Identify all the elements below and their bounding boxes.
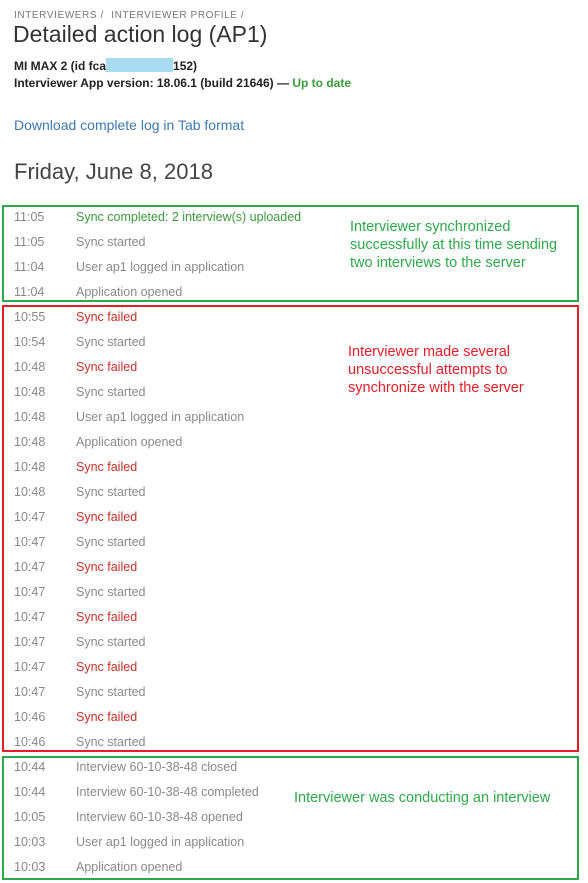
device-info [14,58,351,92]
log-time: 10:48 [14,360,46,374]
date-heading: Friday, June 8, 2018 [14,159,213,184]
log-message: Interview 60-10-38-48 closed [76,760,238,774]
log-message: Sync failed [76,510,138,524]
log-time: 10:47 [14,660,46,674]
app-version: Interviewer App version: 18.06.1 (build 21646) — Up to date [14,76,352,90]
log-message: Sync started [76,635,146,649]
log-time: 10:47 [14,560,46,574]
log-message: Sync started [76,535,146,549]
log-time: 11:04 [14,285,45,299]
annotation-interview: Interviewer was conducting an interview [294,790,551,806]
log-time: 10:55 [14,310,46,324]
log-message: Sync completed: 2 interview(s) uploaded [76,210,302,224]
log-message: Sync failed [76,460,138,474]
log-message: Sync started [76,735,146,749]
device-name: MI MAX 2 (id fca 152) [14,59,198,73]
breadcrumb [14,10,248,21]
log-time: 10:46 [14,735,46,749]
log-message: Sync failed [76,360,138,374]
log-time: 10:03 [14,835,46,849]
download-log-link[interactable]: Download complete log in Tab format [14,117,245,133]
log-message: Sync failed [76,710,138,724]
breadcrumb-interviewers[interactable]: INTERVIEWERS / [14,10,104,21]
log-time: 10:47 [14,510,46,524]
log-time: 10:48 [14,385,46,399]
log-message: Sync started [76,335,146,349]
log-message: Application opened [76,285,183,299]
log-time: 10:03 [14,860,46,874]
annotation-sync-success: Interviewer synchronized successfully at this time sending two interviews to the server [350,219,558,271]
log-time: 11:05 [14,210,45,224]
annotation-sync-failures: Interviewer made several unsuccessful attempts to synchronize with the server [348,344,524,396]
log-time: 10:47 [14,585,46,599]
log-time: 10:48 [14,410,46,424]
log-message: User ap1 logged in application [76,410,245,424]
log-message: Sync started [76,685,146,699]
log-message: Sync started [76,585,146,599]
up-to-date-status: Up to date [292,76,352,90]
log-message: User ap1 logged in application [76,835,245,849]
log-time: 10:54 [14,335,46,349]
log-time: 10:46 [14,710,46,724]
log-message: Sync started [76,485,146,499]
log-message: Sync started [76,385,146,399]
page-title: Detailed action log (AP1) [13,21,268,47]
log-time: 10:47 [14,535,46,549]
log-time: 11:05 [14,235,45,249]
log-message: Sync failed [76,660,138,674]
log-message: Interview 60-10-38-48 opened [76,810,243,824]
log-time: 10:44 [14,760,46,774]
log-message: Application opened [76,435,183,449]
log-message: Sync failed [76,560,138,574]
log-message: Sync failed [76,610,138,624]
log-time: 10:44 [14,785,46,799]
redacted-id-block [106,58,173,72]
log-time: 10:47 [14,610,46,624]
log-message: Sync started [76,235,146,249]
log-time: 11:04 [14,260,45,274]
log-time: 10:47 [14,685,46,699]
log-time: 10:47 [14,635,46,649]
log-time: 10:48 [14,460,46,474]
log-time: 10:48 [14,435,46,449]
log-time: 10:05 [14,810,46,824]
log-message: Interview 60-10-38-48 completed [76,785,259,799]
log-message: User ap1 logged in application [76,260,245,274]
breadcrumb-interviewer-profile[interactable]: INTERVIEWER PROFILE / [111,10,245,21]
log-time: 10:48 [14,485,46,499]
log-message: Application opened [76,860,183,874]
interview-highlight [2,756,579,880]
log-message: Sync failed [76,310,138,324]
